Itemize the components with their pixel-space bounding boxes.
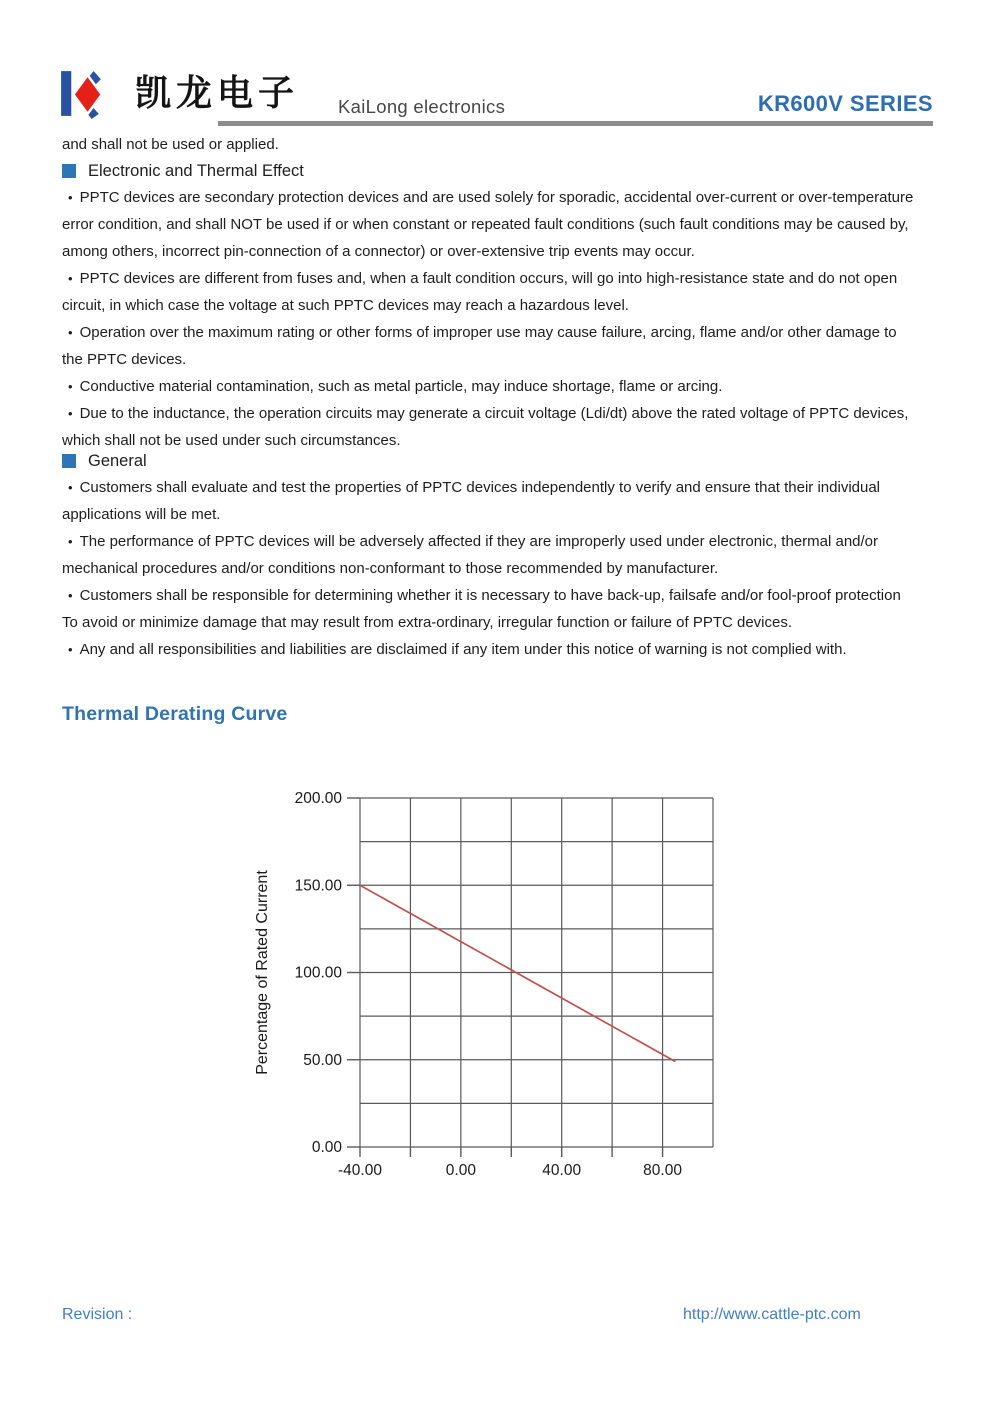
section-heading-electronic	[62, 158, 940, 184]
derating-line-series	[360, 885, 675, 1061]
bullet-dot-icon: •	[68, 588, 73, 603]
y-tick-label: 150.00	[294, 877, 342, 895]
bullet-dot-icon: •	[68, 325, 73, 340]
bullet-continuation-line: applications will be met.	[62, 506, 221, 523]
bullet-line: • Operation over the maximum rating or other forms of improper use may cause failure, arcing, flame and/or other damage to	[62, 319, 940, 346]
revision-label: Revision :	[62, 1306, 133, 1323]
logo-bar	[61, 71, 71, 116]
section-bullet-square-icon	[62, 164, 76, 178]
bullet-continuation-line: which shall not be used under such circumstances.	[62, 432, 401, 449]
bullet-continuation-line: mechanical procedures and/or conditions non-conformant to those recommended by manufacturer.	[62, 560, 719, 577]
y-tick-label: 200.00	[294, 790, 342, 807]
series-title: KR600V SERIES	[757, 91, 933, 116]
x-tick-label: 40.00	[542, 1162, 582, 1179]
x-tick-label: -40.00	[338, 1162, 382, 1179]
bullet-continuation-line: the PPTC devices.	[62, 351, 187, 368]
bullet-line: • Any and all responsibilities and liabilities are disclaimed if any item under this notice of warning is not complied with.	[62, 636, 940, 663]
bullet-dot-icon: •	[68, 406, 73, 421]
bullet-line: • Conductive material contamination, such as metal particle, may induce shortage, flame or arcing.	[62, 373, 940, 400]
thermal-derating-chart	[245, 780, 735, 1182]
bullet-dot-icon: •	[68, 534, 73, 549]
x-tick-label: 80.00	[643, 1162, 682, 1179]
section-heading-label: General	[88, 452, 147, 470]
section-bullet-square-icon	[62, 454, 76, 468]
bullet-dot-icon: •	[68, 480, 73, 495]
y-tick-label: 100.00	[294, 964, 342, 982]
y-axis-title: Percentage of Rated Current	[254, 870, 271, 1075]
bullet-dot-icon: •	[68, 642, 73, 657]
intro-line: and shall not be used or applied.	[62, 136, 279, 153]
bullet-line: • PPTC devices are different from fuses and, when a fault condition occurs, will go into high-resistance state and do not open	[62, 265, 940, 292]
y-axis-tick-labels	[295, 790, 343, 1156]
bullet-line: • The performance of PPTC devices will be adversely affected if they are improperly used under electronic, thermal and/or	[62, 528, 940, 555]
company-name-english: KaiLong electronics	[338, 96, 506, 117]
header-rule	[218, 121, 933, 126]
kailong-logo-icon	[60, 66, 106, 121]
thermal-derating-heading: Thermal Derating Curve	[62, 703, 288, 725]
chart-grid	[360, 798, 713, 1147]
bullet-dot-icon: •	[68, 379, 73, 394]
notice-text-block	[62, 131, 940, 663]
x-axis-tick-labels	[338, 1162, 682, 1179]
bullet-continuation-line: circuit, in which case the voltage at such PPTC devices may reach a hazardous level.	[62, 297, 629, 314]
y-tick-label: 0.00	[311, 1139, 342, 1156]
section-heading-label: Electronic and Thermal Effect	[88, 162, 304, 180]
company-name-chinese: 凯龙电子	[135, 73, 300, 114]
bullet-continuation-line: To avoid or minimize damage that may result from extra-ordinary, irregular function or failure of PPTC devices.	[62, 614, 793, 631]
footer-url-link[interactable]: http://www.cattle-ptc.com	[683, 1306, 861, 1323]
bullet-dot-icon: •	[68, 190, 73, 205]
bullet-line: • PPTC devices are secondary protection devices and are used solely for sporadic, accidental over-current or over-temperature	[62, 184, 940, 211]
bullet-continuation-line: among others, incorrect pin-connection of a connector) or over-extensive trip events may occur.	[62, 243, 695, 260]
bullet-line: • Due to the inductance, the operation circuits may generate a circuit voltage (Ldi/dt) above the rated voltage of PPTC devices,	[62, 400, 940, 427]
y-tick-label: 50.00	[303, 1051, 342, 1069]
bullet-line: • Customers shall evaluate and test the properties of PPTC devices independently to verify and ensure that their individual	[62, 474, 940, 501]
bullet-continuation-line: error condition, and shall NOT be used if or when constant or repeated fault conditions (such fault conditions may be caused by,	[62, 216, 909, 233]
bullet-line: • Customers shall be responsible for determining whether it is necessary to have back-up, failsafe and/or fool-proof protection	[62, 582, 940, 609]
x-tick-label: 0.00	[445, 1162, 476, 1179]
bullet-dot-icon: •	[68, 271, 73, 286]
